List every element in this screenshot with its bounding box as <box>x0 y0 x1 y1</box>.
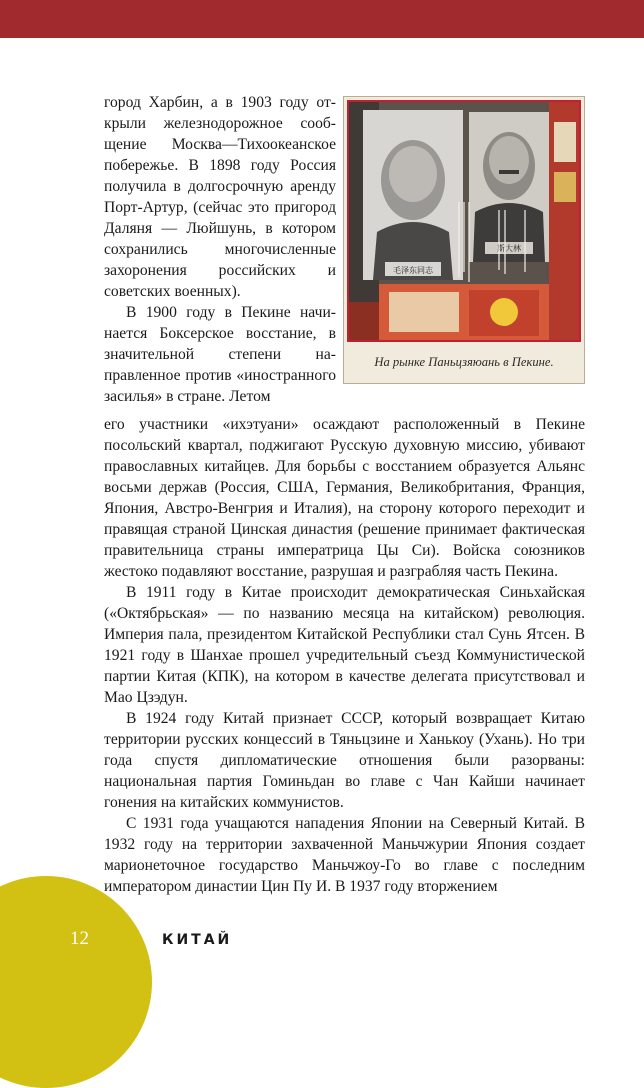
paragraph-3: его участники «ихэтуани» осаждают расположенный в Пекине посольский квартал, поджигают Русскую духовную миссию, убивают православных китайцев. Для борьбы с восстанием образуется Альянс восьми держав (Россия, США, Германия, Великобритания, Франция, Япония, Австро-Венгрия и Италия), на сторону которого переходит и правящая страной Цинская династия (решение принимает фактическая правительница страны императрица Цы Си). Войска союзников жестоко подавляют восстание, разрушая и разграбляя часть Пекина. <box>104 416 585 580</box>
paragraph-2: В 1900 году в Пекине начинается Боксерское восстание, в значительной степени направленное против «иностранного засилья» в стране. Летом <box>104 304 336 405</box>
poster-left-label: 毛泽东同志 <box>393 266 433 275</box>
text-column-full <box>104 414 585 897</box>
text-column-narrow <box>104 92 336 407</box>
paragraph-5: В 1924 году Китай признает СССР, который возвращает Китаю территории русских концессий в Тяньцзине и Ханькоу (Ухань). Но три года спустя дипломатические отношения были разорваны: национальная партия Гоминьдан во главе с Чан Кайши начинает гонения на китайских коммунистов. <box>104 710 585 811</box>
market-photo-illustration <box>349 102 579 340</box>
market-photo <box>347 100 581 342</box>
page-number: 12 <box>70 928 89 949</box>
poster-right-label: 斯大林 <box>497 244 521 253</box>
photo-caption: На рынке Паньцзяюань в Пекине. <box>374 354 554 369</box>
top-color-bar <box>0 0 644 38</box>
page-corner-circle <box>0 876 152 1088</box>
poster-right <box>469 112 549 262</box>
photo-figure <box>343 96 585 384</box>
poster-left <box>363 110 463 280</box>
paragraph-6: С 1931 года учащаются нападения Японии на Северный Китай. В 1932 году на территории захваченной Маньчжурии Япония создает марионеточное государство Маньчжоу-Го во главе с последним императором династии Цин Пу И. В 1937 году вторжением <box>104 815 585 895</box>
paragraph-4: В 1911 году в Китае происходит демократическая Синьхайская («Октябрьская» — по названию месяца на китайском) революция. Империя пала, президентом Китайской Республики стал Сунь Ятсен. В 1921 году в Шанхае прошел учредительный съезд Коммунистической партии Китая (КПК), на котором в качестве делегата присутствовал и Мао Цзэдун. <box>104 584 585 706</box>
running-title: КИТАЙ <box>162 932 233 948</box>
paragraph-1: город Харбин, а в 1903 году открыли железнодорожное сообщение Москва—Тихоокеанское побережье. В 1898 году Россия получила в долгосрочную аренду Порт-Артур, (сейчас это пригород Даляня — Люйшунь, в котором сохранились многочисленные захоронения российских и советских военных). <box>104 94 336 300</box>
